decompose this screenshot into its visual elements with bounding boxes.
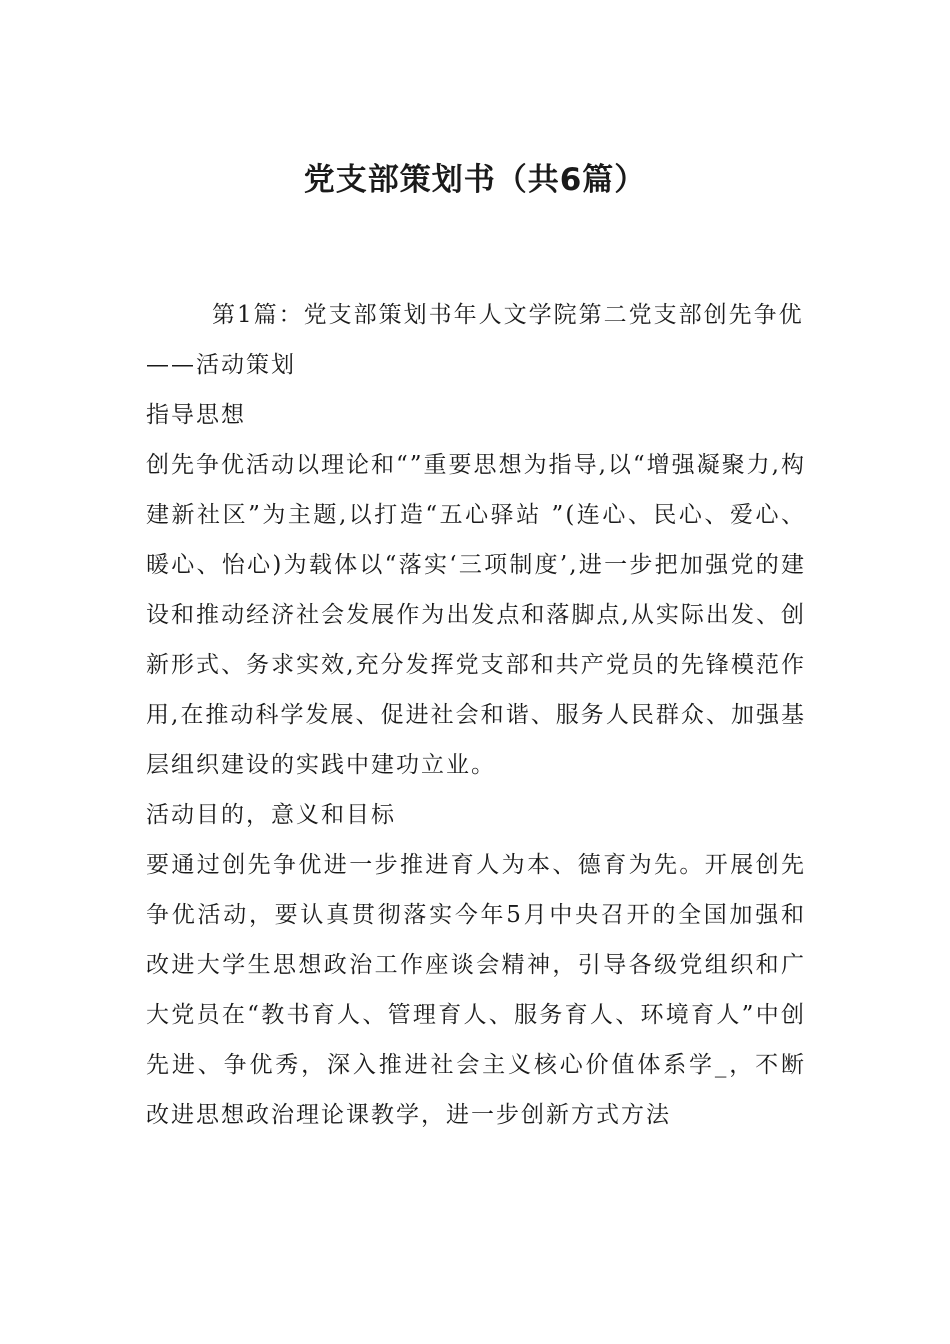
- document-title: 党支部策划书（共6篇）: [303, 162, 647, 198]
- paragraph-chapter-heading: 第1篇：党支部策划书年人文学院第二党支部创先争优: [212, 302, 804, 328]
- paragraph-guiding-ideology: 创先争优活动以理论和“”重要思想为指导,以“增强凝聚力,构建新社区”为主题,以打造“五心驿站 ”(连心、民心、爱心、暖心、怡心)为载体以“落实‘三项制度’,进一步把加强党的建设和推动经济社会发展作为出发点和落脚点,从实际出发、创新形式、务求实效,充分发挥党支部和共产党员的先锋模范作用,在推动科学发展、促进社会和谐、服务人民群众、加强基层组织建设的实践中建功立业。: [146, 452, 806, 778]
- paragraph-subtitle: ——活动策划: [146, 352, 296, 378]
- section-heading-guiding-ideology: 指导思想: [146, 402, 246, 428]
- document-body: [146, 290, 806, 1140]
- section-heading-purpose: 活动目的，意义和目标: [146, 802, 396, 828]
- paragraph-purpose: 要通过创先争优进一步推进育人为本、德育为先。开展创先争优活动，要认真贯彻落实今年5月中央召开的全国加强和改进大学生思想政治工作座谈会精神，引导各级党组织和广大党员在“教书育人、管理育人、服务育人、环境育人”中创先进、争优秀，深入推进社会主义核心价值体系学_，不断改进思想政治理论课教学，进一步创新方式方法: [146, 852, 806, 1128]
